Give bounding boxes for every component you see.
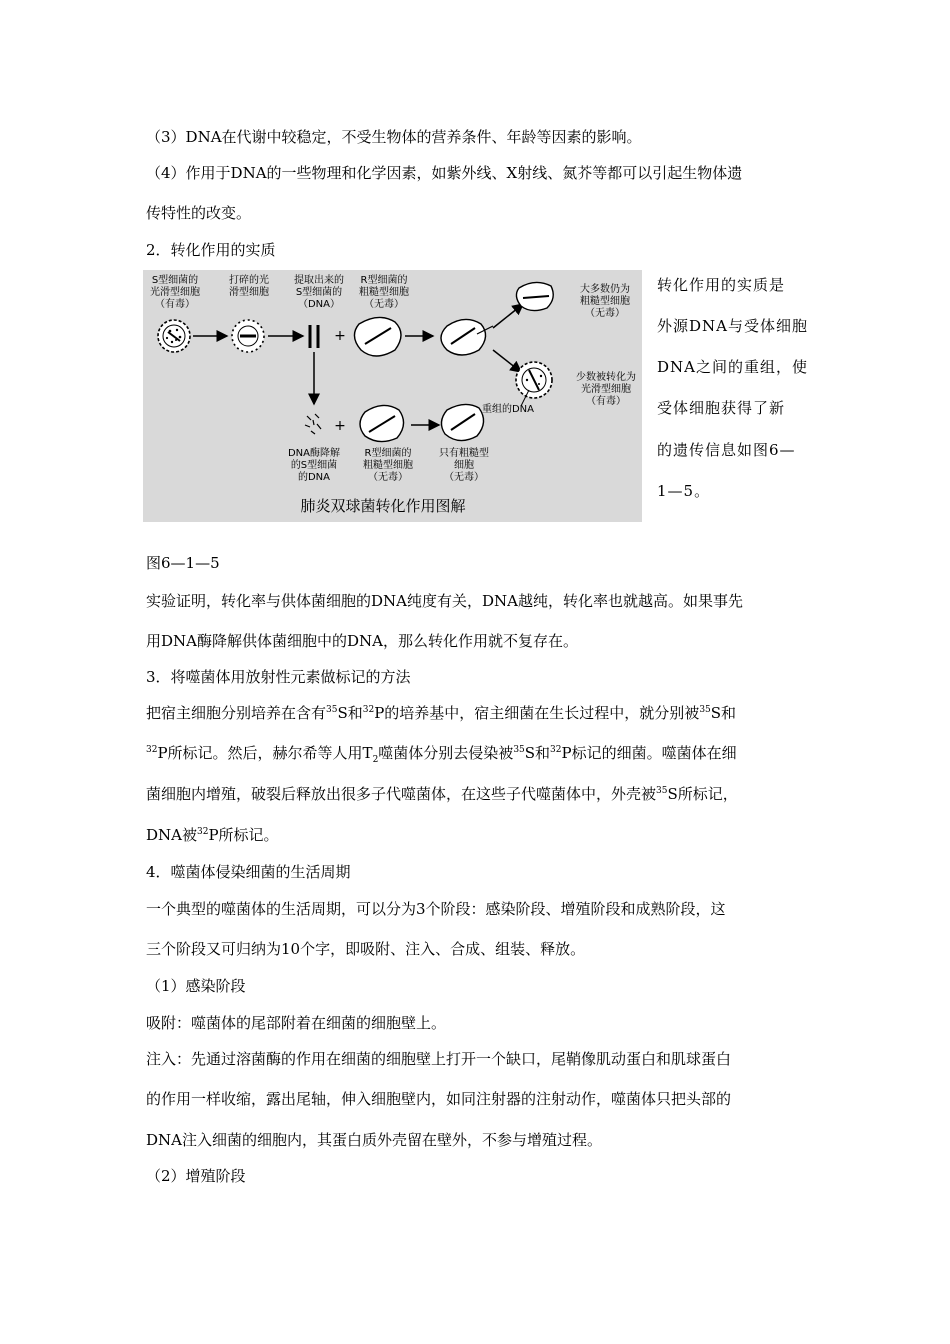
- label: DNA酶降解: [287, 448, 341, 459]
- side-text: DNA之间的重组，使: [657, 358, 808, 376]
- arrow: [493, 304, 523, 328]
- text-line: 菌细胞内增殖，破裂后释放出很多子代噬菌体，在这些子代噬菌体中，外壳被$^{35}$S所标记，: [146, 785, 738, 803]
- label: R型细菌的: [360, 275, 408, 286]
- text-line: 的作用一样收缩，露出尾轴，伸入细胞壁内，如同注射器的注射动作，噬菌体只把头部的: [146, 1090, 732, 1108]
- text-line: 注入：先通过溶菌酶的作用在细菌的细胞壁上打开一个缺口，尾鞘像肌动蛋白和肌球蛋白: [146, 1050, 732, 1068]
- label: 光滑型细胞: [150, 287, 200, 298]
- side-text: 的遗传信息如图6—: [657, 441, 796, 459]
- side-text: 受体细胞获得了新: [657, 399, 786, 417]
- recipient-cell: [441, 319, 486, 355]
- label: （无毒）: [364, 299, 404, 310]
- label: S型细菌的: [151, 275, 199, 286]
- figure-label: 图6—1—5: [146, 554, 220, 572]
- text-line: 一个典型的噬菌体的生活周期，可以分为3个阶段：感染阶段、增殖阶段和成熟阶段，这: [146, 900, 726, 918]
- label: 大多数仍为: [580, 284, 630, 295]
- text-line: DNA注入细菌的细胞内，其蛋白质外壳留在壁外，不参与增殖过程。: [146, 1131, 602, 1149]
- label: （有毒）: [586, 396, 626, 407]
- arrow: [493, 350, 521, 372]
- plus-sign: +: [334, 328, 346, 344]
- section-heading: 3．将噬菌体用放射性元素做标记的方法: [146, 668, 411, 686]
- pneumococcus-transformation-figure: [143, 270, 642, 522]
- label: S型细菌的: [295, 287, 343, 298]
- section-heading: 4．噬菌体侵染细菌的生活周期: [146, 863, 351, 881]
- label: 重组的DNA: [481, 404, 535, 415]
- label: （无毒）: [368, 472, 408, 483]
- subsection-heading: （1）感染阶段: [146, 977, 246, 995]
- text-line: 实验证明，转化率与供体菌细胞的DNA纯度有关，DNA越纯，转化率也就越高。如果事先: [146, 592, 743, 610]
- text-line: 传特性的改变。: [146, 204, 252, 222]
- label: （DNA）: [297, 299, 341, 310]
- text-line: 三个阶段又可归纳为10个字，即吸附、注入、合成、组装、释放。: [146, 940, 586, 958]
- text-line: （3）DNA在代谢中较稳定，不受生物体的营养条件、年龄等因素的影响。: [146, 128, 642, 146]
- label: 滑型细胞: [229, 287, 269, 298]
- section-heading: 2．转化作用的实质: [146, 241, 276, 259]
- side-text: 1—5。: [657, 482, 711, 500]
- text-line: 用DNA酶降解供体菌细胞中的DNA，那么转化作用就不复存在。: [146, 632, 578, 650]
- text-line: （4）作用于DNA的一些物理和化学因素，如紫外线、X射线、氮芥等都可以引起生物体遗: [146, 164, 743, 182]
- label: 少数被转化为: [576, 372, 636, 383]
- side-text: 转化作用的实质是: [657, 276, 786, 294]
- side-text: 外源DNA与受体细胞: [657, 317, 808, 335]
- label: 提取出来的: [294, 275, 344, 286]
- label: 打碎的光: [229, 275, 269, 286]
- label: 粗糙型细胞: [580, 296, 630, 307]
- text-line: 吸附：噬菌体的尾部附着在细菌的细胞壁上。: [146, 1014, 447, 1032]
- label: （无毒）: [585, 308, 625, 319]
- label: （无毒）: [444, 472, 484, 483]
- label: 只有粗糙型: [439, 448, 489, 459]
- label: 粗糙型细胞: [363, 460, 413, 471]
- figure-caption: 肺炎双球菌转化作用图解: [300, 497, 466, 515]
- label: （有毒）: [155, 299, 195, 310]
- label: 光滑型细胞: [581, 384, 631, 395]
- label: 粗糙型细胞: [359, 287, 409, 298]
- label: 的DNA: [297, 472, 331, 483]
- label: R型细菌的: [364, 448, 412, 459]
- degraded-dna: [305, 414, 321, 434]
- plus-sign: +: [334, 418, 346, 434]
- text-line: DNA被$^{32}$P所标记。: [146, 826, 279, 844]
- text-line: $^{32}$P所标记。然后，赫尔希等人用$T_2$噬菌体分别去侵染被$^{35}$S和$^{32}$P标记的细菌。噬菌体在细: [146, 744, 737, 765]
- subsection-heading: （2）增殖阶段: [146, 1167, 246, 1185]
- label: 的S型细菌: [290, 460, 338, 471]
- text-line: 把宿主细胞分别培养在含有$^{35}$S和$^{32}$P的培养基中，宿主细菌在生长过程中，就分别被$^{35}$S和: [146, 704, 737, 722]
- label: 细胞: [454, 460, 474, 471]
